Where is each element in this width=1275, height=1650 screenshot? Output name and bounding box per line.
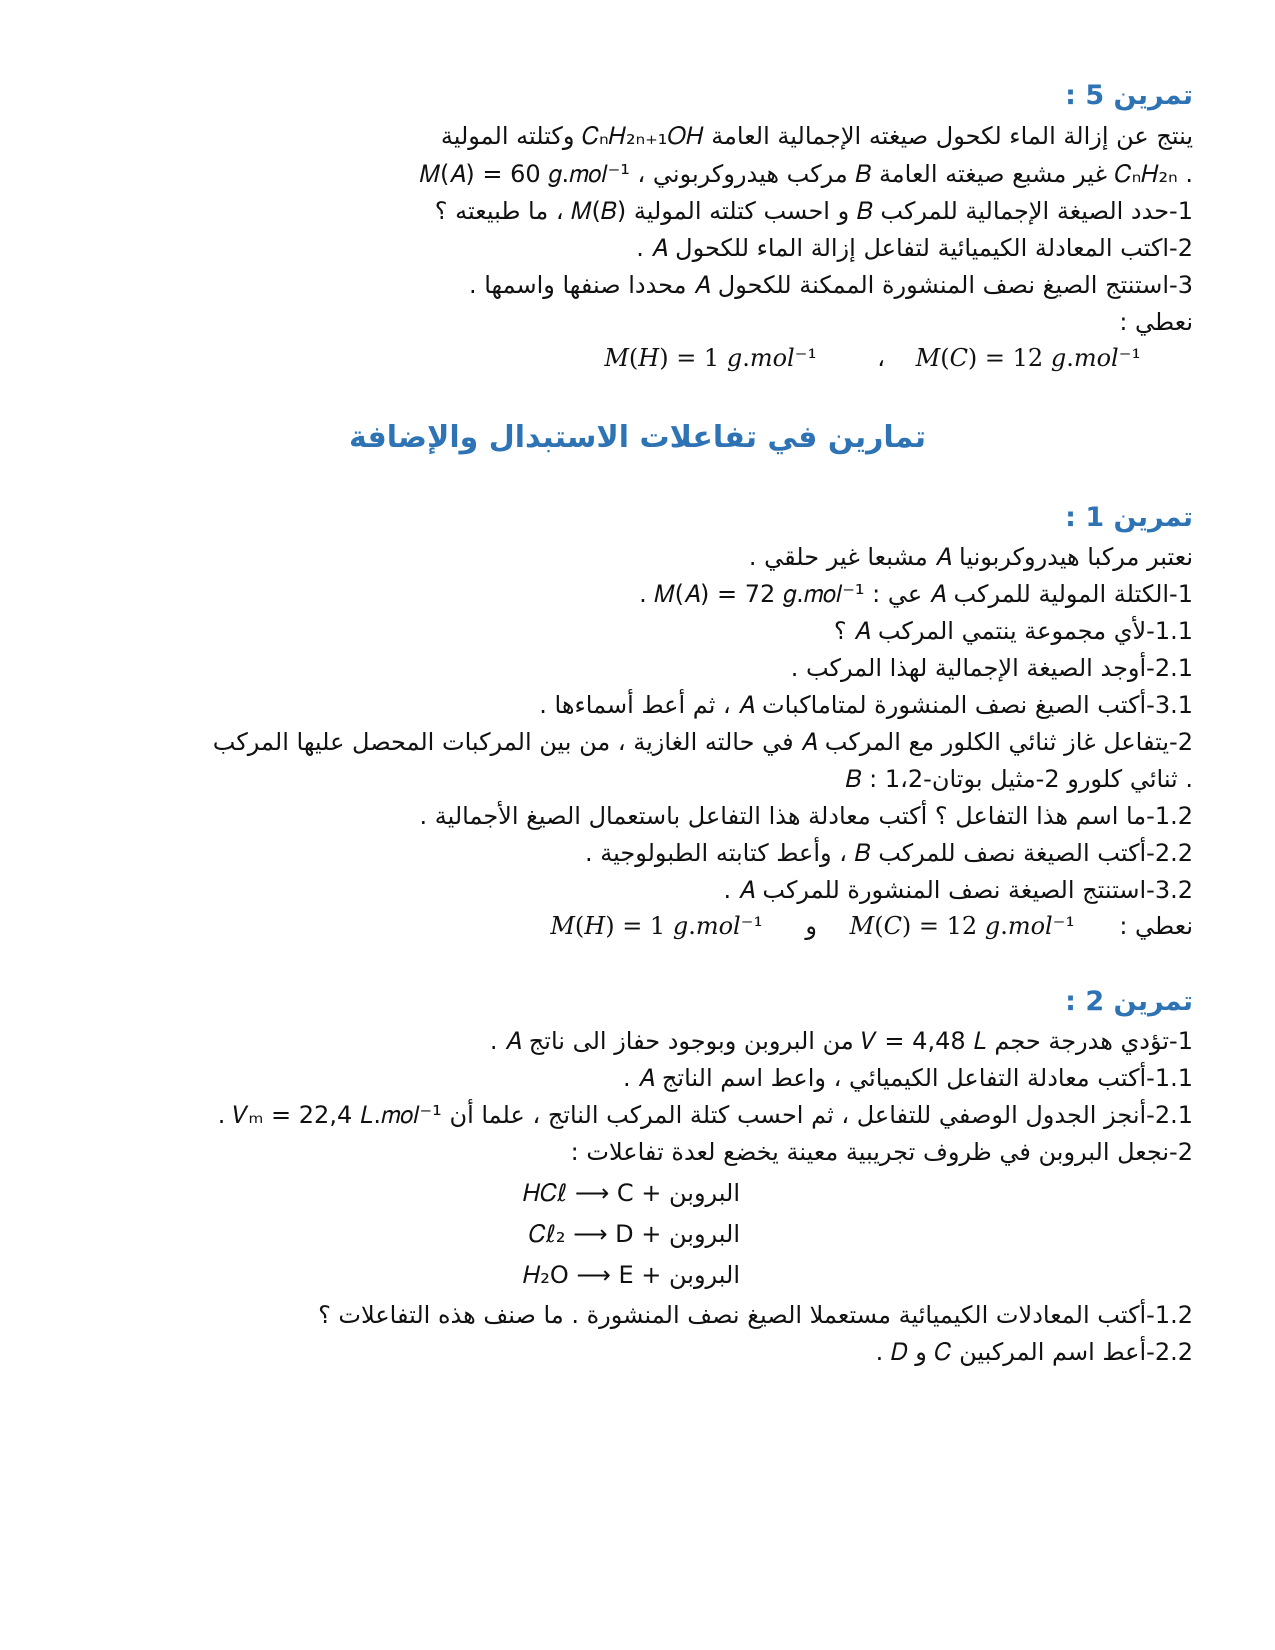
exercise5-given-separator: ، (877, 344, 885, 372)
exercise1-question: 1.2-ما اسم هذا التفاعل ؟ أكتب معادلة هذا التفاعل باستعمال الصيغ الأجمالية . (419, 802, 1193, 830)
reaction-equation: البروبن + 𝐻₂O ⟶ E (522, 1261, 740, 1289)
exercise5-question: 2-اكتب المعادلة الكيميائية لتفاعل إزالة الماء للكحول 𝐴 . (636, 234, 1193, 262)
exercise1-line: 2-يتفاعل غاز ثنائي الكلور مع المركب 𝐴 في حالته الغازية ، من بين المركبات المحصل عليها المركب (212, 728, 1193, 756)
exercise1-given-hydrogen: 𝑀(𝐻) = 1 𝑔.𝑚𝑜𝑙⁻¹ (550, 912, 763, 940)
exercise2-question: 2.2-أعط اسم المركبين 𝐶 و 𝐷 . (875, 1338, 1193, 1366)
exercise1-question: 2.1-أوجد الصيغة الإجمالية لهذا المركب . (790, 654, 1193, 682)
exercise2-line: 1-تؤدي هدرجة حجم 𝑉 = 4,48 𝐿 من البروبن وبوجود حفاز الى ناتج 𝐴 . (489, 1027, 1193, 1055)
exercise5-question: 3-استنتج الصيغ نصف المنشورة الممكنة للكحول 𝐴 محددا صنفها واسمها . (468, 271, 1193, 299)
exercise1-line: 1-الكتلة المولية للمركب 𝐴 عي : 𝑀(𝐴) = 72 𝑔.𝑚𝑜𝑙⁻¹ . (639, 580, 1193, 608)
exercise5-given-label: نعطي : (1119, 308, 1193, 336)
exercise2-title: تمرين 2 : (1065, 986, 1193, 1017)
reaction-equation: البروبن + 𝐻𝐶ℓ ⟶ C (522, 1179, 740, 1207)
exercise1-given-and: و (805, 912, 817, 940)
exercise1-question: 2.2-أكتب الصيغة نصف للمركب 𝐵 ، وأعط كتابته الطبولوجية . (585, 839, 1193, 867)
exercise2-question: 2.1-أنجز الجدول الوصفي للتفاعل ، ثم احسب كتلة المركب الناتج ، علما أن 𝑉ₘ = 22,4 𝐿.𝑚𝑜𝑙⁻¹ . (217, 1101, 1193, 1129)
exercise2-question: 1.1-أكتب معادلة التفاعل الكيميائي ، واعط اسم الناتج 𝐴 . (623, 1064, 1193, 1092)
exercise1-line: 𝐵 : 1،2-ثنائي كلورو 2-مثيل بوتان . (845, 765, 1193, 793)
reaction-equation: البروبن + 𝐶ℓ₂ ⟶ D (528, 1220, 740, 1248)
exercise5-given-carbon: 𝑀(𝐶) = 12 𝑔.𝑚𝑜𝑙⁻¹ (915, 344, 1141, 372)
exercise2-question: 1.2-أكتب المعادلات الكيميائية مستعملا الصيغ نصف المنشورة . ما صنف هذه التفاعلات ؟ (318, 1301, 1193, 1329)
exercise5-given-hydrogen: 𝑀(𝐻) = 1 𝑔.𝑚𝑜𝑙⁻¹ (604, 344, 817, 372)
exercise1-question: 3.2-استنتج الصيغة نصف المنشورة للمركب 𝐴 . (723, 876, 1193, 904)
exercise1-title: تمرين 1 : (1065, 502, 1193, 533)
exercise5-line: ينتج عن إزالة الماء لكحول صيغته الإجمالية العامة 𝐶ₙ𝐻₂ₙ₊₁𝑂𝐻 وكتلته المولية (440, 122, 1193, 150)
exercise2-line: 2-نجعل البروبن في ظروف تجريبية معينة يخضع لعدة تفاعلات : (570, 1138, 1193, 1166)
exercise1-question: 3.1-أكتب الصيغ نصف المنشورة لمتاماكبات 𝐴 ، ثم أعط أسماءها . (539, 691, 1193, 719)
exercise5-question: 1-حدد الصيغة الإجمالية للمركب 𝐵 و احسب كتلته المولية 𝑀(𝐵) ، ما طبيعته ؟ (434, 197, 1193, 225)
exercise1-given-carbon: 𝑀(𝐶) = 12 𝑔.𝑚𝑜𝑙⁻¹ (849, 912, 1075, 940)
exercise5-line: 𝑀(𝐴) = 60 𝑔.𝑚𝑜𝑙⁻¹ ، مركب هيدروكربوني 𝐵 غير مشبع صيغته العامة 𝐶ₙ𝐻₂ₙ . (419, 160, 1193, 188)
exercise5-title: تمرين 5 : (1065, 80, 1193, 111)
section-title: تمارين في تفاعلات الاستبدال والإضافة (348, 420, 927, 455)
exercise1-line: نعتبر مركبا هيدروكربونيا 𝐴 مشبعا غير حلقي . (748, 543, 1193, 571)
exercise1-given-label: نعطي : (1119, 912, 1193, 940)
exercise1-question: 1.1-لأي مجموعة ينتمي المركب 𝐴 ؟ (833, 617, 1193, 645)
